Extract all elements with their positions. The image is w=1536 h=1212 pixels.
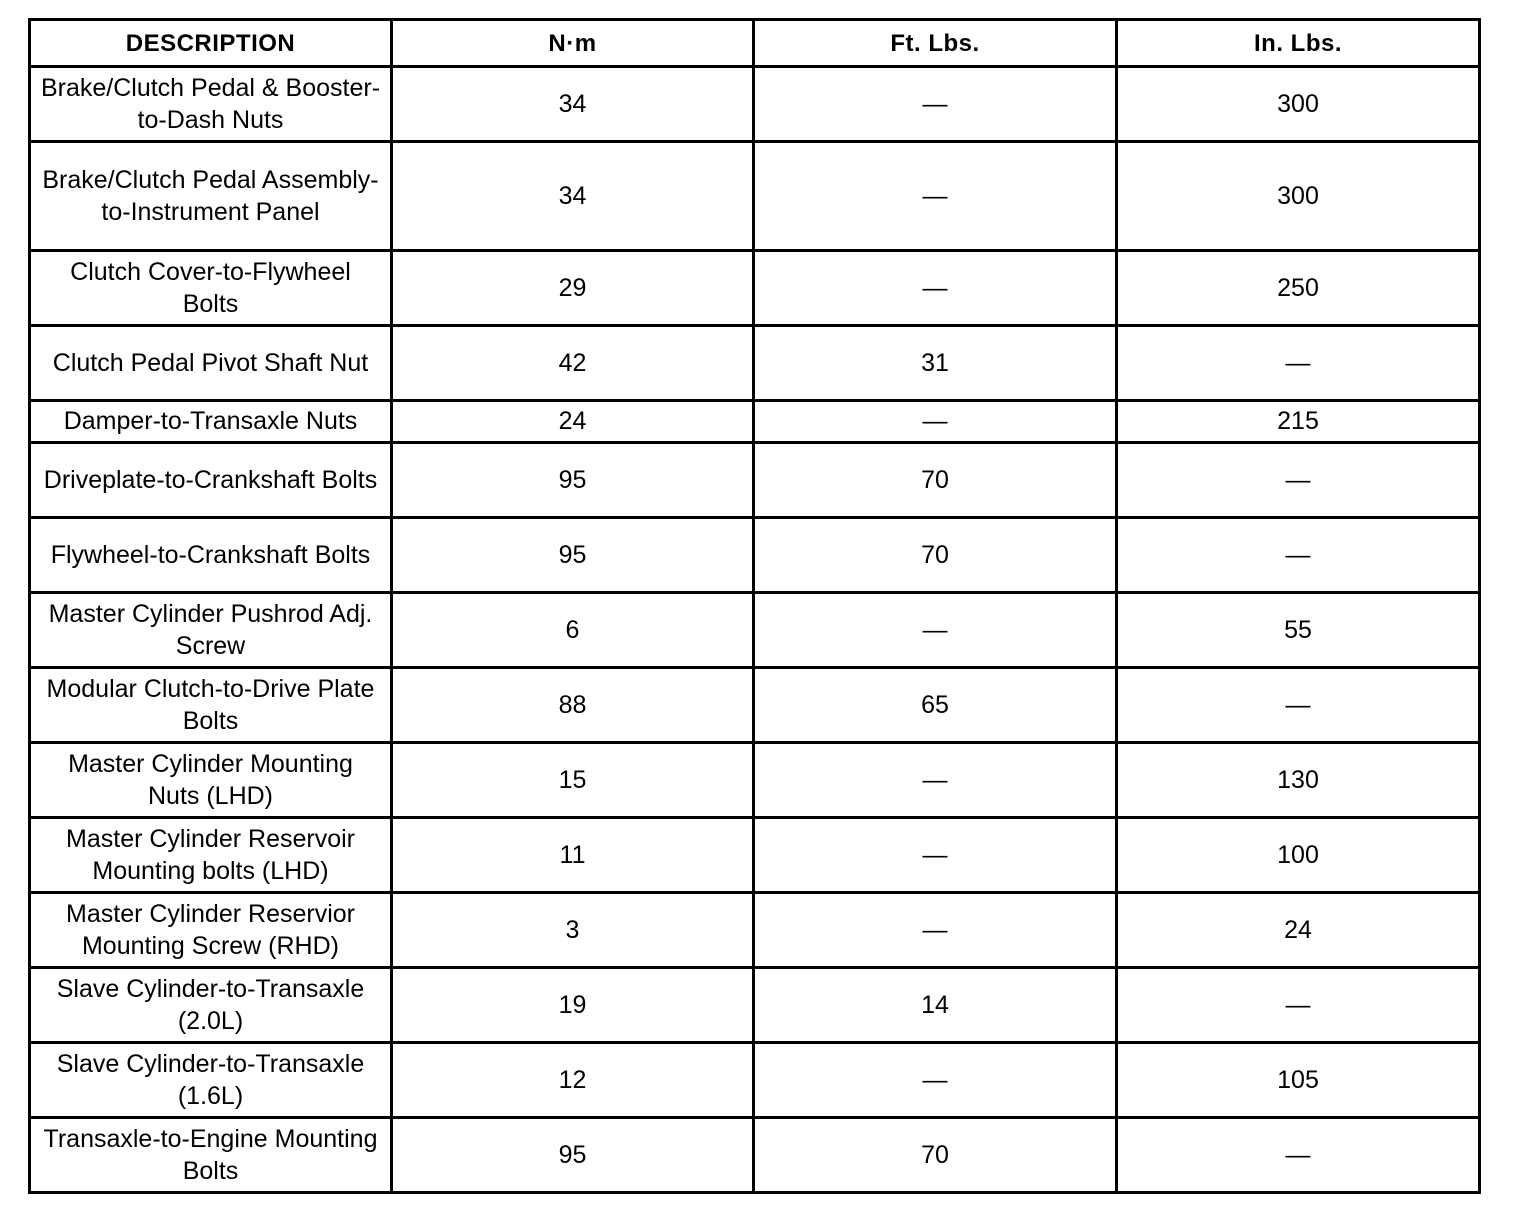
cell-ft-lbs: — bbox=[754, 818, 1117, 893]
cell-ft-lbs: — bbox=[754, 893, 1117, 968]
cell-in-lbs: 130 bbox=[1117, 743, 1480, 818]
cell-description: Flywheel-to-Crankshaft Bolts bbox=[30, 518, 392, 593]
cell-description: Master Cylinder Mounting Nuts (LHD) bbox=[30, 743, 392, 818]
table-row bbox=[30, 1118, 1480, 1193]
cell-nm: 11 bbox=[392, 818, 754, 893]
table-row bbox=[30, 893, 1480, 968]
cell-in-lbs: 300 bbox=[1117, 142, 1480, 251]
torque-spec-table bbox=[28, 18, 1481, 1194]
cell-ft-lbs: 70 bbox=[754, 518, 1117, 593]
cell-ft-lbs: 31 bbox=[754, 326, 1117, 401]
cell-description: Master Cylinder Reservior Mounting Screw (RHD) bbox=[30, 893, 392, 968]
cell-nm: 6 bbox=[392, 593, 754, 668]
cell-ft-lbs: — bbox=[754, 1043, 1117, 1118]
table-row bbox=[30, 67, 1480, 142]
table-row bbox=[30, 326, 1480, 401]
cell-in-lbs: 215 bbox=[1117, 401, 1480, 443]
cell-ft-lbs: — bbox=[754, 67, 1117, 142]
cell-description: Master Cylinder Reservoir Mounting bolts (LHD) bbox=[30, 818, 392, 893]
table-row bbox=[30, 818, 1480, 893]
cell-ft-lbs: — bbox=[754, 593, 1117, 668]
cell-description: Master Cylinder Pushrod Adj. Screw bbox=[30, 593, 392, 668]
cell-nm: 24 bbox=[392, 401, 754, 443]
cell-description: Transaxle-to-Engine Mounting Bolts bbox=[30, 1118, 392, 1193]
table-row bbox=[30, 743, 1480, 818]
cell-ft-lbs: — bbox=[754, 401, 1117, 443]
cell-in-lbs: — bbox=[1117, 1118, 1480, 1193]
cell-in-lbs: 300 bbox=[1117, 67, 1480, 142]
cell-nm: 95 bbox=[392, 518, 754, 593]
cell-description: Clutch Pedal Pivot Shaft Nut bbox=[30, 326, 392, 401]
cell-nm: 15 bbox=[392, 743, 754, 818]
cell-nm: 95 bbox=[392, 1118, 754, 1193]
header-in-lbs: In. Lbs. bbox=[1117, 20, 1480, 67]
cell-description: Damper-to-Transaxle Nuts bbox=[30, 401, 392, 443]
cell-nm: 3 bbox=[392, 893, 754, 968]
cell-ft-lbs: — bbox=[754, 251, 1117, 326]
cell-ft-lbs: — bbox=[754, 743, 1117, 818]
table-row bbox=[30, 593, 1480, 668]
cell-nm: 34 bbox=[392, 142, 754, 251]
cell-in-lbs: 24 bbox=[1117, 893, 1480, 968]
cell-description: Slave Cylinder-to-Transaxle (1.6L) bbox=[30, 1043, 392, 1118]
cell-nm: 12 bbox=[392, 1043, 754, 1118]
cell-ft-lbs: — bbox=[754, 142, 1117, 251]
cell-ft-lbs: 70 bbox=[754, 443, 1117, 518]
cell-nm: 42 bbox=[392, 326, 754, 401]
header-ft-lbs: Ft. Lbs. bbox=[754, 20, 1117, 67]
cell-in-lbs: — bbox=[1117, 443, 1480, 518]
cell-description: Modular Clutch-to-Drive Plate Bolts bbox=[30, 668, 392, 743]
cell-in-lbs: — bbox=[1117, 518, 1480, 593]
table-row bbox=[30, 668, 1480, 743]
table-row bbox=[30, 518, 1480, 593]
cell-description: Slave Cylinder-to-Transaxle (2.0L) bbox=[30, 968, 392, 1043]
cell-nm: 88 bbox=[392, 668, 754, 743]
cell-in-lbs: — bbox=[1117, 668, 1480, 743]
cell-description: Driveplate-to-Crankshaft Bolts bbox=[30, 443, 392, 518]
table-row bbox=[30, 142, 1480, 251]
cell-nm: 29 bbox=[392, 251, 754, 326]
header-description: DESCRIPTION bbox=[30, 20, 392, 67]
cell-in-lbs: — bbox=[1117, 968, 1480, 1043]
cell-nm: 34 bbox=[392, 67, 754, 142]
cell-ft-lbs: 65 bbox=[754, 668, 1117, 743]
table-row bbox=[30, 443, 1480, 518]
table-row bbox=[30, 251, 1480, 326]
cell-nm: 19 bbox=[392, 968, 754, 1043]
header-nm: N·m bbox=[392, 20, 754, 67]
cell-in-lbs: — bbox=[1117, 326, 1480, 401]
cell-description: Brake/Clutch Pedal Assembly-to-Instrument Panel bbox=[30, 142, 392, 251]
table-row bbox=[30, 1043, 1480, 1118]
cell-in-lbs: 105 bbox=[1117, 1043, 1480, 1118]
cell-ft-lbs: 70 bbox=[754, 1118, 1117, 1193]
cell-ft-lbs: 14 bbox=[754, 968, 1117, 1043]
cell-in-lbs: 55 bbox=[1117, 593, 1480, 668]
cell-description: Brake/Clutch Pedal & Booster-to-Dash Nuts bbox=[30, 67, 392, 142]
table-row bbox=[30, 968, 1480, 1043]
table-row bbox=[30, 401, 1480, 443]
cell-in-lbs: 100 bbox=[1117, 818, 1480, 893]
header-row bbox=[30, 20, 1480, 67]
cell-description: Clutch Cover-to-Flywheel Bolts bbox=[30, 251, 392, 326]
cell-in-lbs: 250 bbox=[1117, 251, 1480, 326]
cell-nm: 95 bbox=[392, 443, 754, 518]
